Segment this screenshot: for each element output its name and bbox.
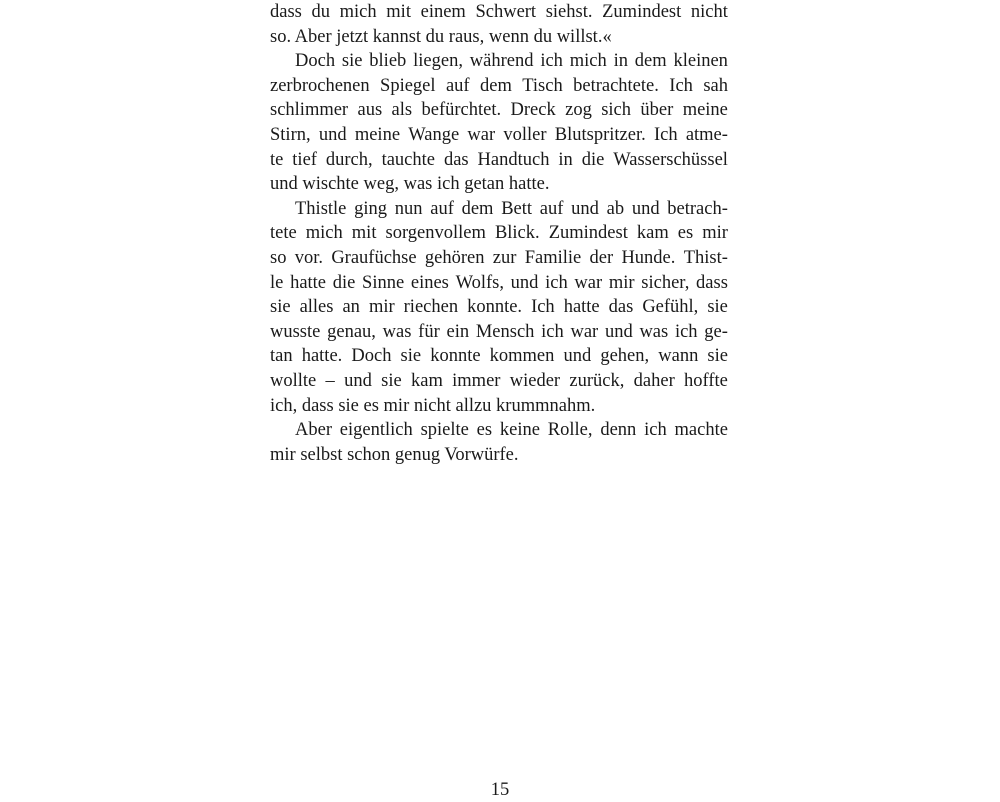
text-line: zerbrochenen Spiegel auf dem Tisch betrachtete. Ich sah bbox=[270, 75, 728, 96]
paragraph bbox=[270, 197, 728, 418]
text-line: sie alles an mir riechen konnte. Ich hatte das Gefühl, sie bbox=[270, 297, 728, 318]
page-number: 15 bbox=[490, 780, 510, 800]
text-line: so. Aber jetzt kannst du raus, wenn du willst.« bbox=[270, 26, 612, 47]
text-line: mir selbst schon genug Vorwürfe. bbox=[270, 444, 519, 465]
text-line: tete mich mit sorgenvollem Blick. Zumindest kam es mir bbox=[270, 223, 728, 244]
text-line: wusste genau, was für ein Mensch ich war und was ich ge- bbox=[270, 321, 728, 342]
text-line: schlimmer aus als befürchtet. Dreck zog sich über meine bbox=[270, 100, 728, 121]
text-line: Thistle ging nun auf dem Bett auf und ab und betrach- bbox=[295, 198, 728, 219]
text-line: Stirn, und meine Wange war voller Blutspritzer. Ich atme- bbox=[270, 124, 728, 145]
paragraph bbox=[270, 0, 728, 49]
paragraph bbox=[270, 418, 728, 467]
text-line: dass du mich mit einem Schwert siehst. Zumindest nicht bbox=[270, 2, 728, 22]
text-line: Doch sie blieb liegen, während ich mich in dem kleinen bbox=[295, 51, 728, 72]
paragraph bbox=[270, 49, 728, 197]
text-line: le hatte die Sinne eines Wolfs, und ich war mir sicher, dass bbox=[270, 272, 728, 293]
text-line: tan hatte. Doch sie konnte kommen und gehen, wann sie bbox=[270, 346, 728, 367]
book-text bbox=[270, 0, 728, 467]
text-line: Aber eigentlich spielte es keine Rolle, denn ich machte bbox=[295, 420, 728, 441]
text-line: wollte – und sie kam immer wieder zurück, daher hoffte bbox=[270, 370, 728, 391]
text-line: ich, dass sie es mir nicht allzu krummnahm. bbox=[270, 395, 596, 416]
text-line: und wischte weg, was ich getan hatte. bbox=[270, 174, 550, 195]
text-line: te tief durch, tauchte das Handtuch in die Wasserschüssel bbox=[270, 149, 728, 170]
text-line: so vor. Graufüchse gehören zur Familie der Hunde. Thist- bbox=[270, 247, 728, 268]
